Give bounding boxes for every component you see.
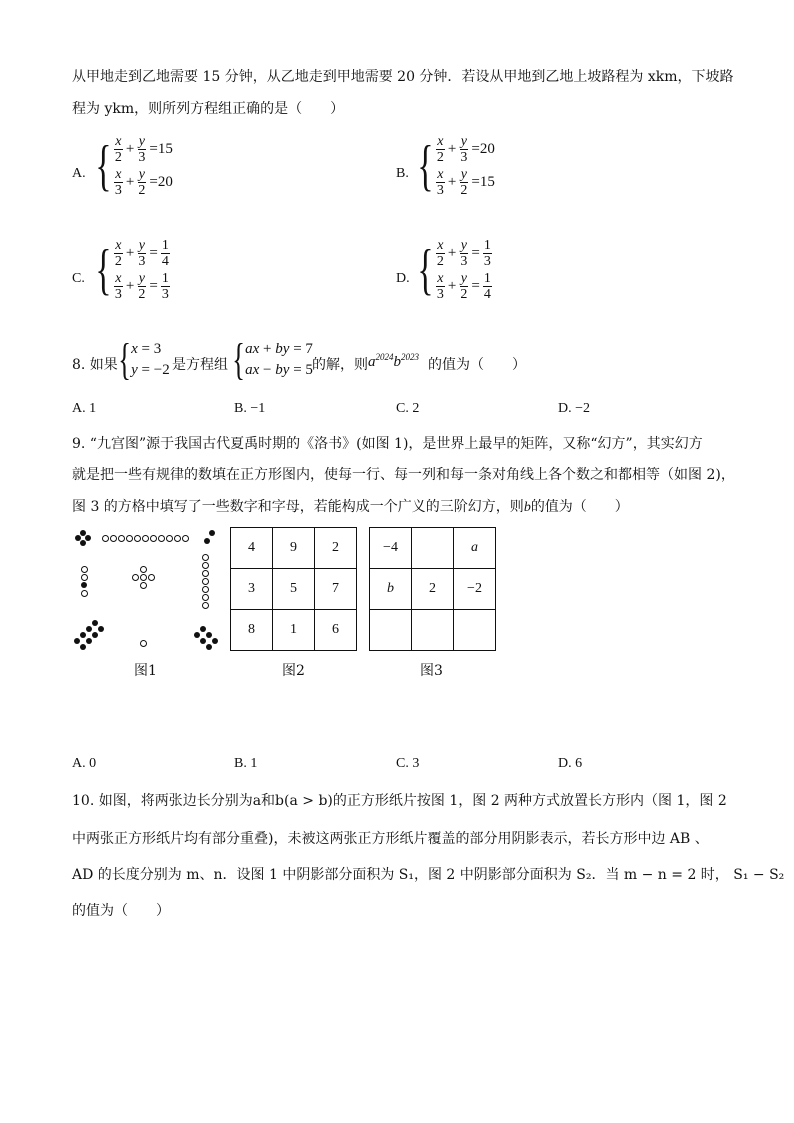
q8-option-c[interactable]: C. 2 bbox=[396, 401, 420, 416]
grid-cell: a bbox=[454, 528, 496, 569]
grid-cell bbox=[370, 610, 412, 651]
grid-cell bbox=[412, 610, 454, 651]
q10-line4: 的值为（ ） bbox=[72, 903, 170, 919]
q9-line2: 就是把一些有规律的数填在正方形图内，使每一行、每一列和每一条对角线上各个数之和都相等（如图 2)， bbox=[72, 467, 735, 483]
q8-option-b[interactable]: B. −1 bbox=[234, 401, 266, 416]
q7-option-c[interactable]: C. bbox=[72, 271, 85, 286]
figure1-caption: 图1 bbox=[134, 663, 157, 679]
table-row bbox=[231, 569, 357, 610]
q8-solution-system: { x = 3 y = −2 bbox=[118, 335, 170, 384]
q9-line3-post: 的值为（ ） bbox=[530, 499, 629, 515]
q8-option-a[interactable]: A. 1 bbox=[72, 401, 97, 416]
q7-system-a: { $\frac{x}{2}$ + $\frac{y}{3}$ =15 $\frac{x}{3}$ + $\frac{y}{2}$ =20 bbox=[95, 134, 173, 198]
q9-line3 bbox=[72, 496, 629, 516]
q8-mid: 是方程组 bbox=[172, 357, 228, 373]
q7-line1: 从甲地走到乙地需要 15 分钟，从乙地走到甲地需要 20 分钟．若设从甲地到乙地上坡路程为 xkm，下坡路 bbox=[72, 69, 734, 85]
grid-cell bbox=[454, 610, 496, 651]
q7-system-c: { $\frac{x}{2}$ + $\frac{y}{3}$ = $\frac{1}{4}$ $\frac{x}{3}$ + $\frac{y}{2}$ = $\frac{1}{3}$ bbox=[95, 238, 169, 302]
q8-suffix-post: 的值为（ ） bbox=[428, 357, 526, 373]
grid-cell: 3 bbox=[231, 569, 273, 610]
q9-option-d[interactable]: D. 6 bbox=[558, 756, 583, 771]
table-row bbox=[231, 528, 357, 569]
magic-square-figure2 bbox=[230, 527, 357, 651]
grid-cell: 4 bbox=[231, 528, 273, 569]
figure3-caption: 图3 bbox=[420, 663, 443, 679]
q10-line2: 中两张正方形纸片均有部分重叠)，未被这两张正方形纸片覆盖的部分用阴影表示，若长方形中边 AB 、 bbox=[72, 831, 709, 847]
grid-cell: 2 bbox=[315, 528, 357, 569]
grid-cell: 8 bbox=[231, 610, 273, 651]
q7-system-d: { $\frac{x}{2}$ + $\frac{y}{3}$ = $\frac{1}{3}$ $\frac{x}{3}$ + $\frac{y}{2}$ = $\frac{1}{4}$ bbox=[417, 238, 491, 302]
q9-variable-b: b bbox=[523, 500, 531, 515]
table-row bbox=[370, 528, 496, 569]
grid-cell: 7 bbox=[315, 569, 357, 610]
q8-prefix: 8. 如果 bbox=[72, 357, 118, 373]
magic-square-figure3 bbox=[369, 527, 496, 651]
q8-option-d[interactable]: D. −2 bbox=[558, 401, 591, 416]
table-row bbox=[370, 610, 496, 651]
grid-cell: −2 bbox=[454, 569, 496, 610]
grid-cell: −4 bbox=[370, 528, 412, 569]
grid-cell: 2 bbox=[412, 569, 454, 610]
q8-power-expression: $a^{2024}b^{2023}$ bbox=[368, 352, 419, 370]
grid-cell: 9 bbox=[273, 528, 315, 569]
grid-cell: 1 bbox=[273, 610, 315, 651]
luoshu-figure bbox=[72, 526, 222, 652]
q9-option-c[interactable]: C. 3 bbox=[396, 756, 420, 771]
q7-option-b[interactable]: B. bbox=[396, 166, 409, 181]
q8-suffix-pre: 的解，则 bbox=[312, 357, 368, 373]
q10-line3: AD 的长度分别为 m、n．设图 1 中阴影部分面积为 S₁，图 2 中阴影部分面积为 S₂．当 m − n = 2 时， S₁ − S₂ bbox=[72, 867, 785, 883]
q9-option-a[interactable]: A. 0 bbox=[72, 756, 97, 771]
q9-line3-pre: 图 3 的方格中填写了一些数字和字母，若能构成一个广义的三阶幻方，则 bbox=[72, 499, 524, 515]
grid-cell bbox=[412, 528, 454, 569]
q7-system-b: { $\frac{x}{2}$ + $\frac{y}{3}$ =20 $\frac{x}{3}$ + $\frac{y}{2}$ =15 bbox=[417, 134, 495, 198]
grid-cell: 6 bbox=[315, 610, 357, 651]
q10-line1: 10. 如图，将两张边长分别为a和b(a > b)的正方形纸片按图 1，图 2 两种方式放置长方形内（图 1，图 2 bbox=[72, 793, 727, 809]
table-row bbox=[231, 610, 357, 651]
table-row bbox=[370, 569, 496, 610]
grid-cell: 5 bbox=[273, 569, 315, 610]
figure2-caption: 图2 bbox=[282, 663, 305, 679]
q9-line1: 9. “九宫图”源于我国古代夏禹时期的《洛书》(如图 1)，是世界上最早的矩阵，又称“幻方”，其实幻方 bbox=[72, 436, 703, 452]
q7-line2: 程为 ykm，则所列方程组正确的是（ ） bbox=[72, 101, 345, 117]
q7-option-a[interactable]: A. bbox=[72, 166, 86, 181]
grid-cell: b bbox=[370, 569, 412, 610]
q9-option-b[interactable]: B. 1 bbox=[234, 756, 258, 771]
q7-option-d[interactable]: D. bbox=[396, 271, 410, 286]
q8-equation-system: { ax + by = 7 ax − by = 5 bbox=[232, 335, 313, 384]
